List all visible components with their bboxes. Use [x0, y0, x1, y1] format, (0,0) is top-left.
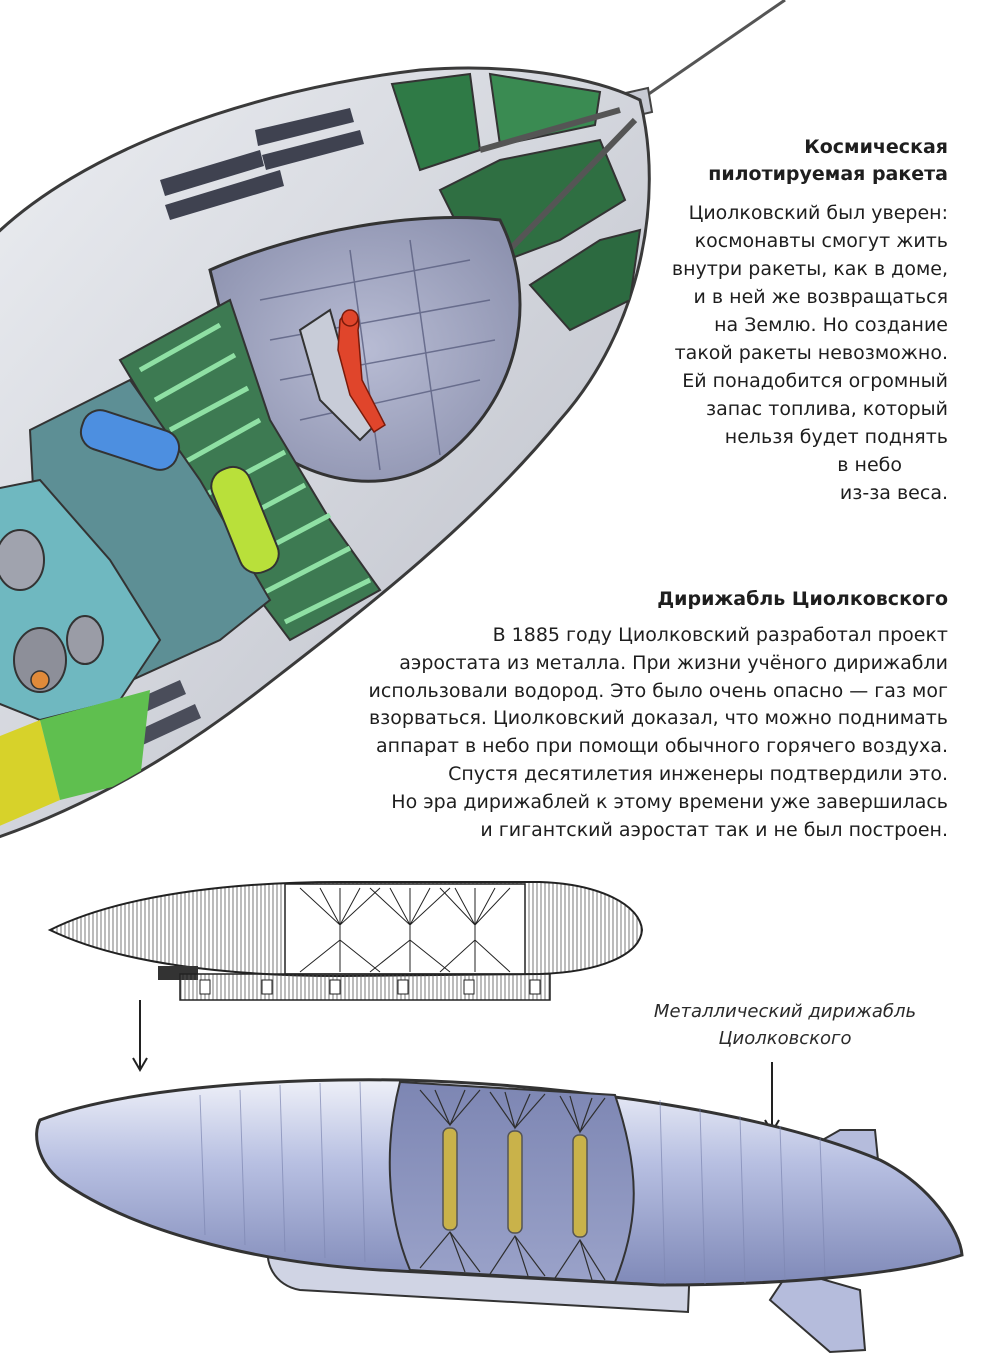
rocket-text-line: нельзя будет поднять: [724, 426, 948, 448]
rocket-title-line: пилотируемая ракета: [708, 163, 948, 185]
rocket-section-text: [672, 199, 948, 507]
rocket-text-line: из-за веса.: [839, 482, 948, 504]
rocket-text-line: на Землю. Но создание: [714, 314, 948, 336]
airship-text-line: взорваться. Циолковский доказал, что можно поднимать: [368, 707, 948, 730]
rocket-title-line: Космическая: [804, 136, 948, 158]
airship-section-title: [657, 586, 948, 613]
caption-arrow-down-icon: [765, 1062, 779, 1132]
airship-text-line: В 1885 году Циолковский разработал проект: [492, 624, 948, 646]
rocket-text-line: и в ней же возвращаться: [693, 286, 948, 308]
airship-text-line: использовали водород. Это было очень опасно — газ мог: [368, 679, 948, 702]
airship-text-line: аэростата из металла. При жизни учёного дирижабли: [399, 651, 948, 674]
airship-text-line: Спустя десятилетия инженеры подтвердили это.: [448, 762, 948, 785]
rocket-section-title: [708, 134, 948, 188]
airship-section-text: [369, 622, 948, 844]
metallic-airship-painting: [37, 1080, 962, 1352]
airship-title-text: Дирижабль Циолковского: [657, 588, 948, 610]
airship-schematic: [50, 882, 642, 1000]
rocket-text-line: Ей понадобится огромный: [682, 370, 948, 392]
rocket-text-line: в небо: [837, 454, 902, 476]
caption-line: Циолковского: [718, 1028, 852, 1049]
airship-text-line: Но эра дирижаблей к этому времени уже завершилась: [391, 790, 948, 813]
rocket-text-line: внутри ракеты, как в доме,: [671, 258, 948, 280]
airship-text-line: и гигантский аэростат так и не был построен.: [480, 818, 948, 841]
rocket-text-line: такой ракеты невозможно.: [674, 342, 948, 364]
arrow-down-icon: [133, 1000, 147, 1070]
airship-text-line: аппарат в небо при помощи обычного горячего воздуха.: [376, 735, 948, 758]
caption-line: Металлический дирижабль: [653, 1001, 917, 1022]
rocket-text-line: Циолковский был уверен:: [688, 202, 948, 224]
rocket-text-line: космонавты смогут жить: [694, 230, 948, 252]
airship-caption: [630, 998, 940, 1052]
rocket-text-line: запас топлива, который: [705, 398, 948, 420]
